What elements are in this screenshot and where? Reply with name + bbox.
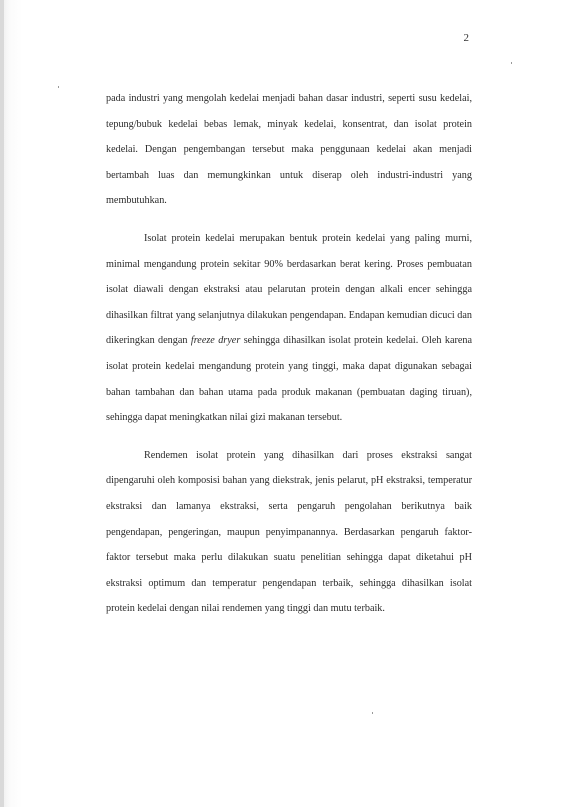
scan-edge-shadow (0, 0, 4, 807)
paragraph-2 (106, 226, 472, 431)
paragraph-2-italic-term: freeze dryer (190, 335, 241, 347)
paragraph-3: Rendemen isolat protein yang dihasilkan dari proses ekstraksi sangat dipengaruhi oleh komposisi bahan yang diekstrak, jenis pelarut, pH ekstraksi, temperatur ekstraksi dan lamanya ekstraksi, serta pengaruh pengolahan berikutnya baik pengendapan, pengeringan, maupun penyimpanannya. Berdasarkan pengaruh faktor-faktor tersebut maka perlu dilakukan suatu penelitian sehingga dapat diketahui pH ekstraksi optimum dan temperatur pengendapan terbaik, sehingga dihasilkan isolat protein kedelai dengan nilai rendemen yang tinggi dan mutu terbaik. (106, 449, 472, 615)
scan-speck (511, 62, 512, 64)
scan-speck (372, 712, 373, 714)
page-number: 2 (463, 32, 469, 44)
paragraph-2-after: sehingga dihasilkan isolat protein kedelai. Oleh karena isolat protein kedelai mengandung protein yang tinggi, maka dapat digunakan sebagai bahan tambahan dan bahan utama pada produk makanan (pembuatan daging tiruan), sehingga dapat meningkatkan nilai gizi makanan tersebut. (106, 335, 472, 424)
paragraph-1: pada industri yang mengolah kedelai menjadi bahan dasar industri, seperti susu kedelai, tepung/bubuk kedelai bebas lemak, minyak kedelai, konsentrat, dan isolat protein kedelai. Dengan pengembangan tersebut maka penggunaan kedelai akan menjadi bertambah luas dan memungkinkan untuk diserap oleh industri-industri yang membutuhkan. (106, 93, 472, 207)
body-text (106, 86, 472, 622)
paragraph-2-before: Isolat protein kedelai merupakan bentuk protein kedelai yang paling murni, minimal mengandung protein sekitar 90% berdasarkan berat kering. Proses pembuatan isolat diawali dengan ekstraksi atau pelarutan protein dengan alkali encer sehingga dihasilkan filtrat yang selanjutnya dilakukan pengendapan. Endapan kemudian dicuci dan dikeringkan dengan (106, 232, 472, 347)
scan-speck (58, 86, 59, 88)
